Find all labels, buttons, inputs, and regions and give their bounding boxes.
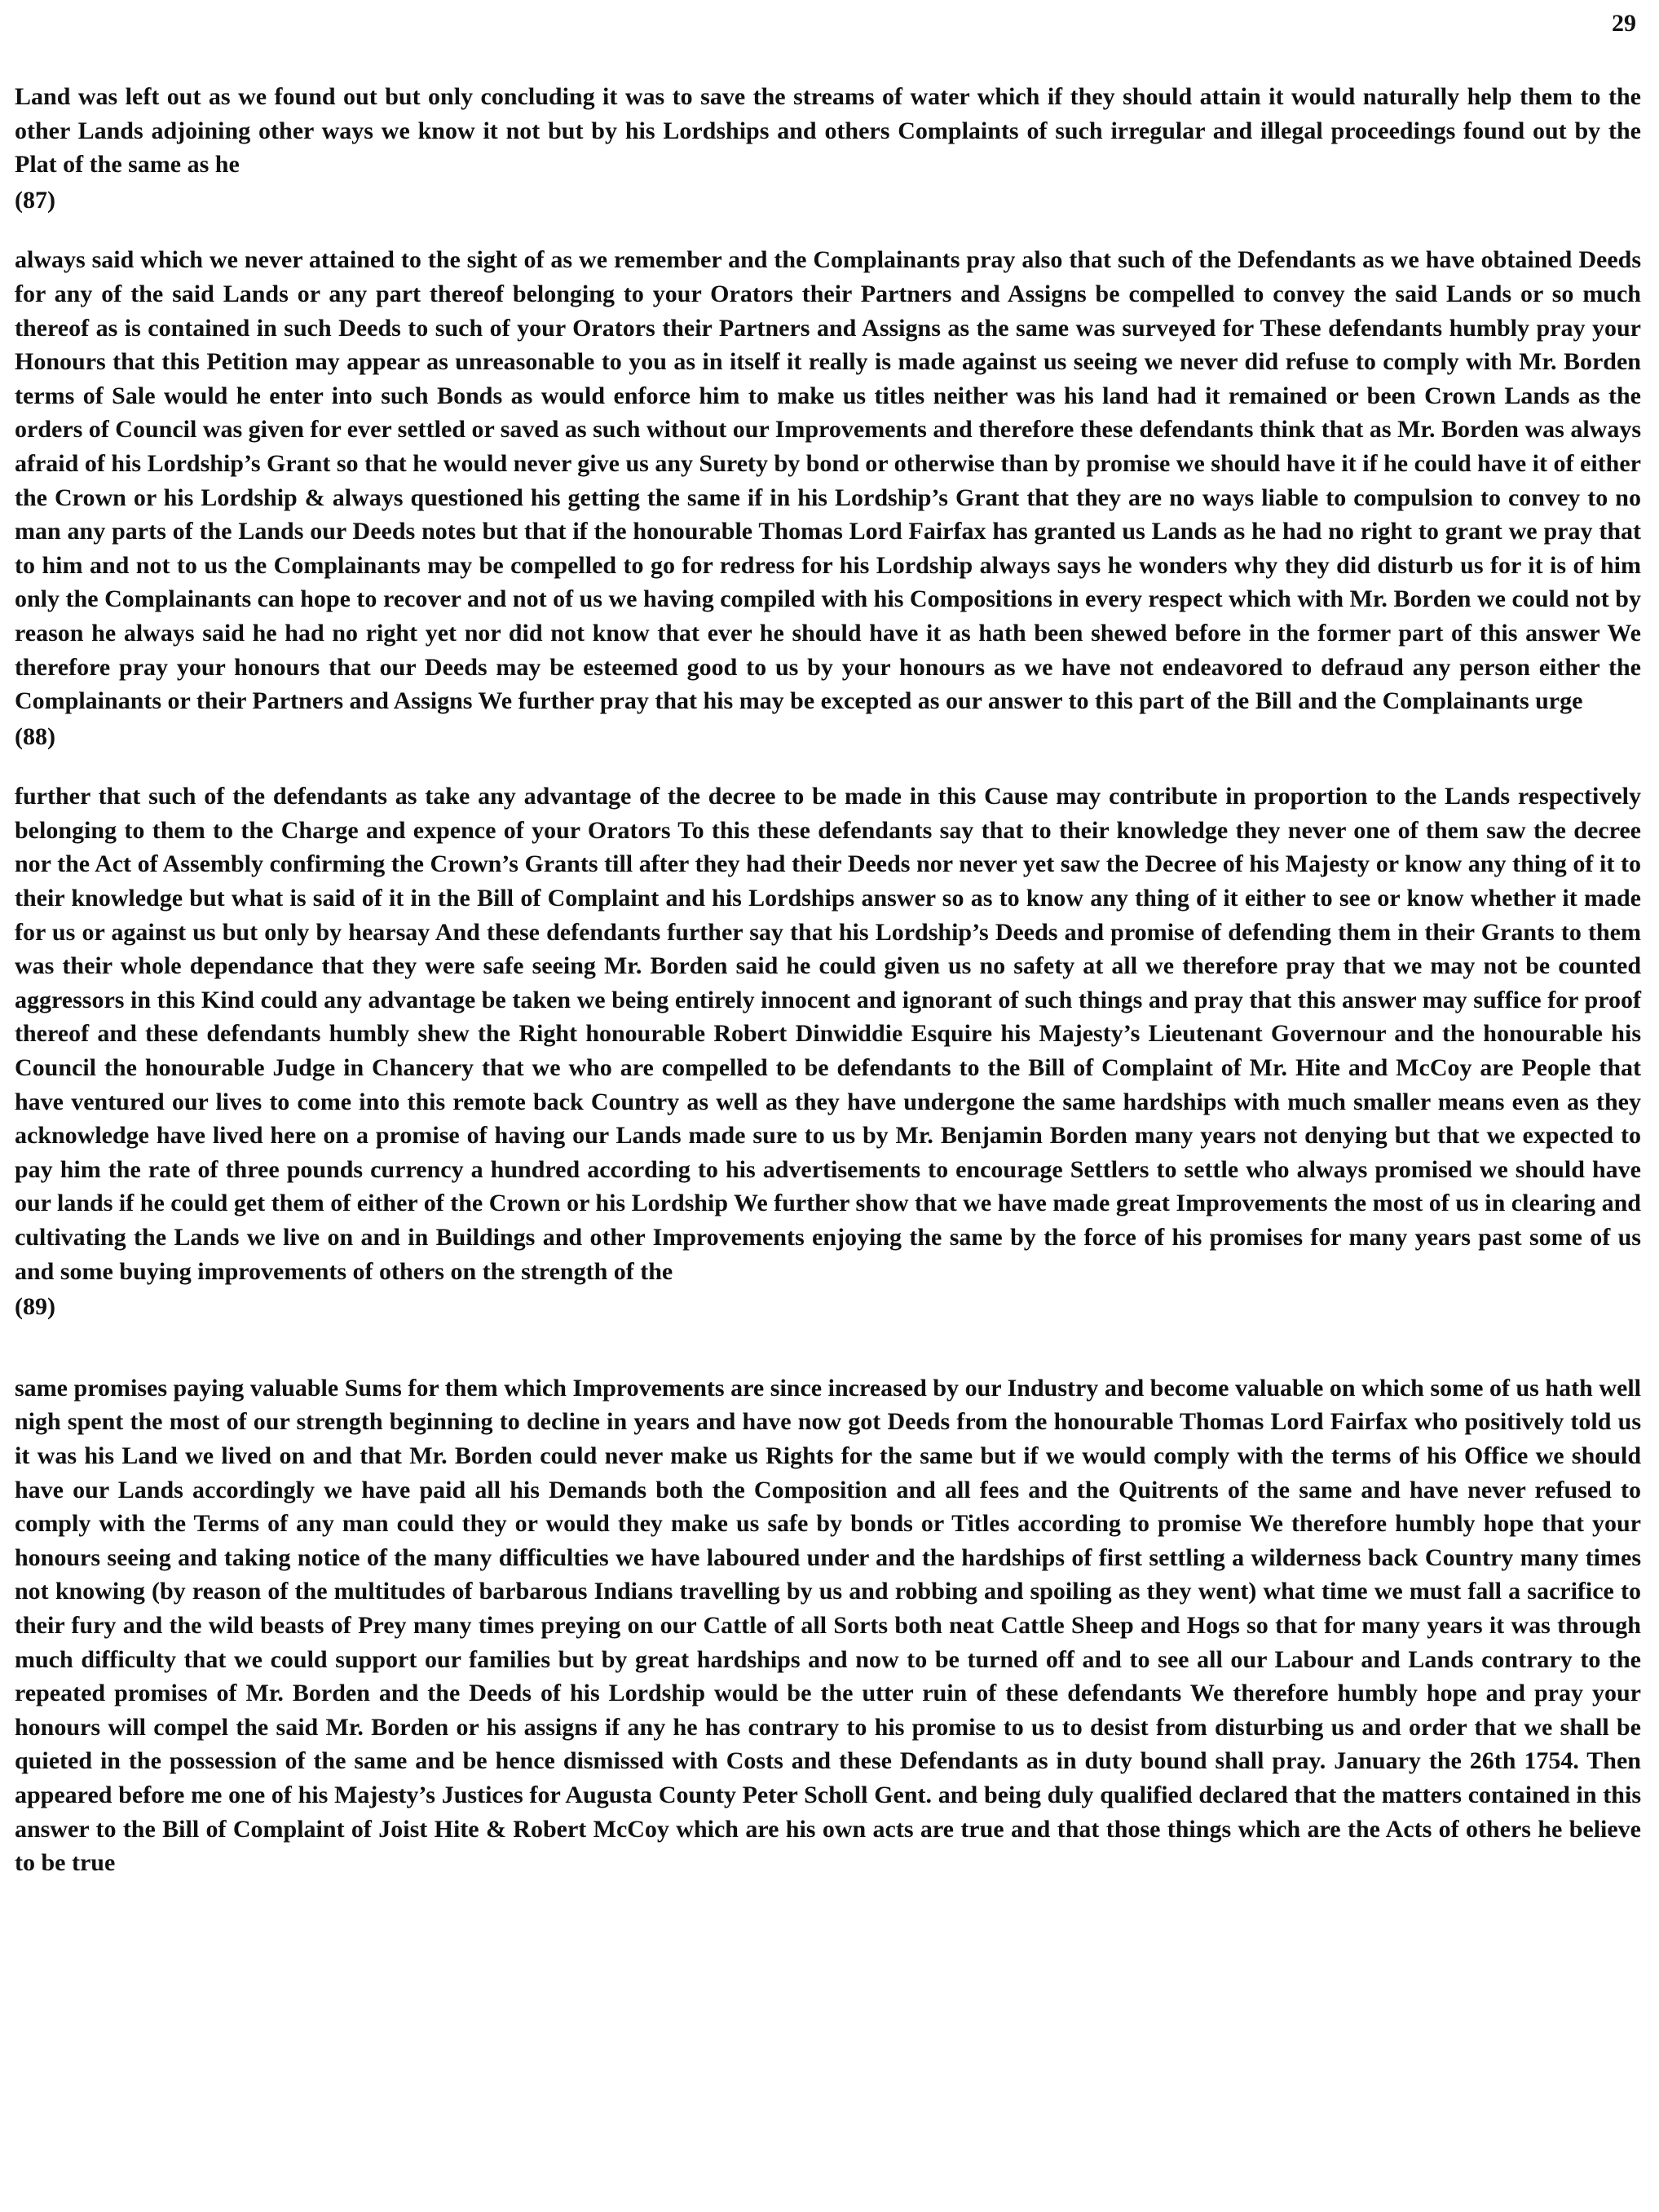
paragraph: same promises paying valuable Sums for them which Improvements are since increased by our Industry and become valuable on which some of us hath well nigh spent the most of our strength beginning to decline in years and have now got Deeds from the honourable Thomas Lord Fairfax who positively told us it was his Land we lived on and that Mr. Borden could never make us Rights for the same but if we would comply with the terms of his Office we should have our Lands accordingly we have paid all his Demands both the Composition and all fees and the Quitrents of the same and have never refused to comply with the Terms of any man could they or would they make us safe by bonds or Titles according to promise We therefore humbly hope that your honours seeing and taking notice of the many difficulties we have laboured under and the hardships of first settling a wilderness back Country many times not knowing (by reason of the multitudes of barbarous Indians travelling by us and robbing and spoiling as they went) what time we must fall a sacrifice to their fury and the wild beasts of Prey many times preying on our Cattle of all Sorts both neat Cattle Sheep and Hogs so that for many years it was through much difficulty that we could support our families but by great hardships and now to be turned off and to see all our Labour and Lands contrary to the repeated promises of Mr. Borden and the Deeds of his Lordship would be the utter ruin of these defendants We therefore humbly hope and pray your honours will compel the said Mr. Borden or his assigns if any he has contrary to his promise to us to desist from disturbing us and order that we shall be quieted in the possession of the same and be hence dismissed with Costs and these Defendants as in duty bound shall pray. January the 26th 1754. Then appeared before me one of his Majesty’s Justices for Augusta County Peter Scholl Gent. and being duly qualified declared that the matters contained in this answer to the Bill of Complaint of Joist Hite & Robert McCoy which are his own acts are true and that those things which are the Acts of others he believe to be true [15,1374,1641,1877]
page-number: 29 [1612,10,1636,37]
folio-marker: (89) [15,1293,55,1321]
document-body [15,80,1641,1880]
paragraph: always said which we never attained to the sight of as we remember and the Complainants pray also that such of the Defendants as we have obtained Deeds for any of the said Lands or any part thereof belonging to your Orators their Partners and Assigns be compelled to convey the said Lands or so much thereof as is contained in such Deeds to such of your Orators their Partners and Assigns as the same was surveyed for These defendants humbly pray your Honours that this Petition may appear as unreasonable to you as in itself it really is made against us seeing we never did refuse to comply with Mr. Borden terms of Sale would he enter into such Bonds as would enforce him to make us titles neither was his land had it remained or been Crown Lands as the orders of Council was given for ever settled or saved as such without our Improvements and therefore these defendants think that as Mr. Borden was always afraid of his Lordship’s Grant so that he would never give us any Surety by bond or otherwise than by promise we should have it if he could have it of either the Crown or his Lordship & always questioned his getting the same if in his Lordship’s Grant that they are no ways liable to compulsion to convey to no man any parts of the Lands our Deeds notes but that if the honourable Thomas Lord Fairfax has granted us Lands as he had no right to grant we pray that to him and not to us the Complainants may be compelled to go for redress for his Lordship always says he wonders why they did disturb us for it is of him only the Complainants can hope to recover and not of us we having compiled with his Compositions in every respect which with Mr. Borden we could not by reason he always said he had no right yet nor did not know that ever he should have it as hath been shewed before in the former part of this answer We therefore pray your honours that our Deeds may be esteemed good to us by your honours as we have not endeavored to defraud any person either the Complainants or their Partners and Assigns We further pray that his may be excepted as our answer to this part of the Bill and the Complainants urge [15,246,1641,715]
folio-marker: (87) [15,186,55,214]
paragraph: further that such of the defendants as take any advantage of the decree to be made in this Cause may contribute in proportion to the Lands respectively belonging to them to the Charge and expence of your Orators To this these defendants say that to their knowledge they never one of them saw the decree nor the Act of Assembly confirming the Crown’s Grants till after they had their Deeds nor never yet saw the Decree of his Majesty or know any thing of it to their knowledge but what is said of it in the Bill of Complaint and his Lordships answer so as to know any thing of it either to see or know whether it made for us or against us but only by hearsay And these defendants further say that his Lordship’s Deeds and promise of defending them in their Grants to them was their whole dependance that they were safe seeing Mr. Borden said he could given us no safety at all we therefore pray that we may not be counted aggressors in this Kind could any advantage be taken we being entirely innocent and ignorant of such things and pray that this answer may suffice for proof thereof and these defendants humbly shew the Right honourable Robert Dinwiddie Esquire his Majesty’s Lieutenant Governour and the honourable his Council the honourable Judge in Chancery that we who are compelled to be defendants to the Bill of Complaint of Mr. Hite and McCoy are People that have ventured our lives to come into this remote back Country as well as they have undergone the same hardships with much smaller means even as they acknowledge have lived here on a promise of having our Lands made sure to us by Mr. Benjamin Borden many years not denying but that we expected to pay him the rate of three pounds currency a hundred according to his advertisements to encourage Settlers to settle who always promised we should have our lands if he could get them of either of the Crown or his Lordship We further show that we have made great Improvements the most of us in clearing and cultivating the Lands we live on and in Buildings and other Improvements enjoying the same by the force of his promises for many years past some of us and some buying improvements of others on the strength of the [15,783,1641,1285]
folio-marker: (88) [15,722,55,750]
paragraph: Land was left out as we found out but only concluding it was to save the streams of water which if they should attain it would naturally help them to the other Lands adjoining other ways we know it not but by his Lordships and others Complaints of such irregular and illegal proceedings found out by the Plat of the same as he [15,83,1641,179]
